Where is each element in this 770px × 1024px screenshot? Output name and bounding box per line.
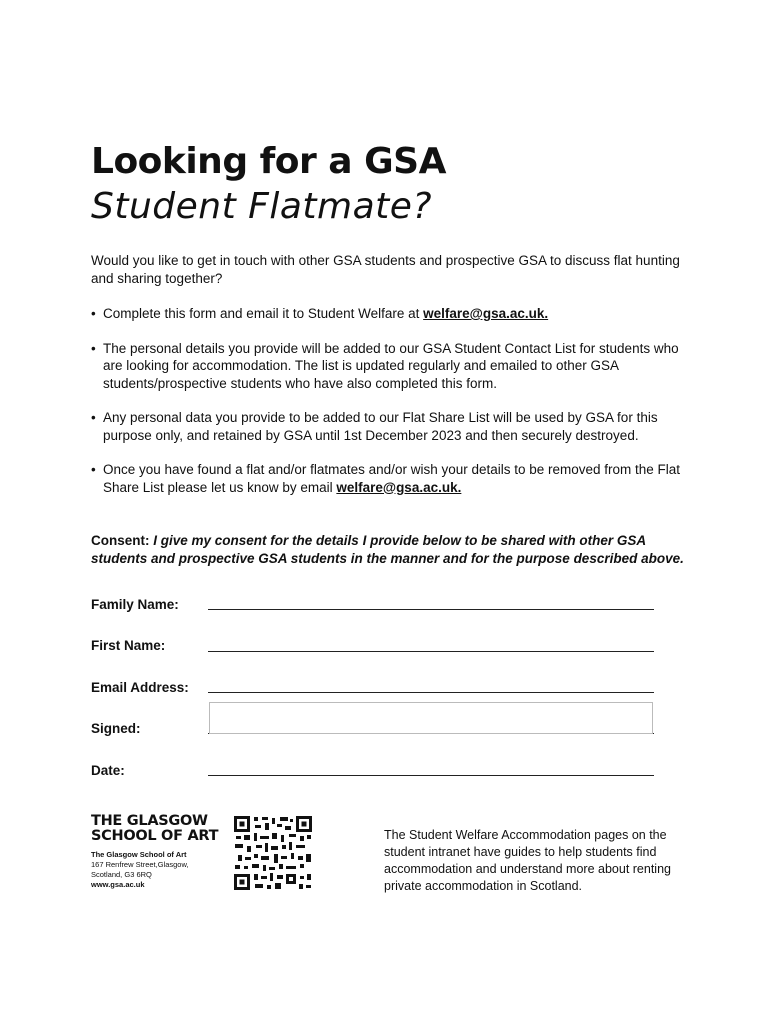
list-item: • Once you have found a flat and/or flatmates and/or wish your details to be removed from the Flat Share List please let us know by email welfare@gsa.ac.uk. xyxy=(91,461,691,496)
org-name: The Glasgow School of Art xyxy=(91,850,187,859)
welfare-email-link[interactable]: welfare@gsa.ac.uk. xyxy=(336,479,462,495)
welfare-email-link[interactable]: welfare@gsa.ac.uk. xyxy=(423,306,549,321)
info-list xyxy=(91,305,691,513)
date-field[interactable] xyxy=(208,775,654,776)
list-item: • Complete this form and email it to Student Welfare at welfare@gsa.ac.uk. xyxy=(91,305,691,323)
address-block xyxy=(91,850,189,890)
qr-code-icon xyxy=(234,816,312,890)
first-name-label: First Name: xyxy=(91,638,166,653)
email-address-field[interactable] xyxy=(208,692,654,693)
gsa-logo: THE GLASGOW SCHOOL OF ART xyxy=(91,813,219,844)
list-item: • Any personal data you provide to be added to our Flat Share List will be used by GSA for this purpose only, and retained by GSA until 1st December 2023 and then securely destroyed. xyxy=(91,409,691,444)
intro-paragraph: Would you like to get in touch with other GSA students and prospective GSA to discuss flat hunting and sharing together? xyxy=(91,253,680,286)
email-address-label: Email Address: xyxy=(91,680,189,695)
accommodation-note: The Student Welfare Accommodation pages on the student intranet have guides to help students find accommodation and understand more about renting private accommodation in Scotland. xyxy=(384,828,671,893)
family-name-label: Family Name: xyxy=(91,597,179,612)
consent-statement xyxy=(91,532,691,567)
address-line: 167 Renfrew Street,Glasgow, xyxy=(91,860,189,869)
first-name-field[interactable] xyxy=(208,651,654,652)
page-subtitle: Student Flatmate? xyxy=(91,186,433,227)
date-label: Date: xyxy=(91,763,125,778)
signature-field[interactable] xyxy=(209,702,653,734)
signed-label: Signed: xyxy=(91,721,141,736)
list-item: • The personal details you provide will be added to our GSA Student Contact List for students who are looking for accommodation. The list is updated regularly and emailed to other GSA students/prospective students who have also completed this form. xyxy=(91,340,691,393)
address-line: Scotland, G3 6RQ xyxy=(91,870,152,879)
consent-text: I give my consent for the details I provide below to be shared with other GSA students and prospective GSA students in the manner and for the purpose described above. xyxy=(91,533,684,566)
family-name-field[interactable] xyxy=(208,609,654,610)
page-title: Looking for a GSA xyxy=(91,141,446,182)
website-link[interactable]: www.gsa.ac.uk xyxy=(91,880,145,889)
consent-label: Consent: xyxy=(91,533,150,548)
